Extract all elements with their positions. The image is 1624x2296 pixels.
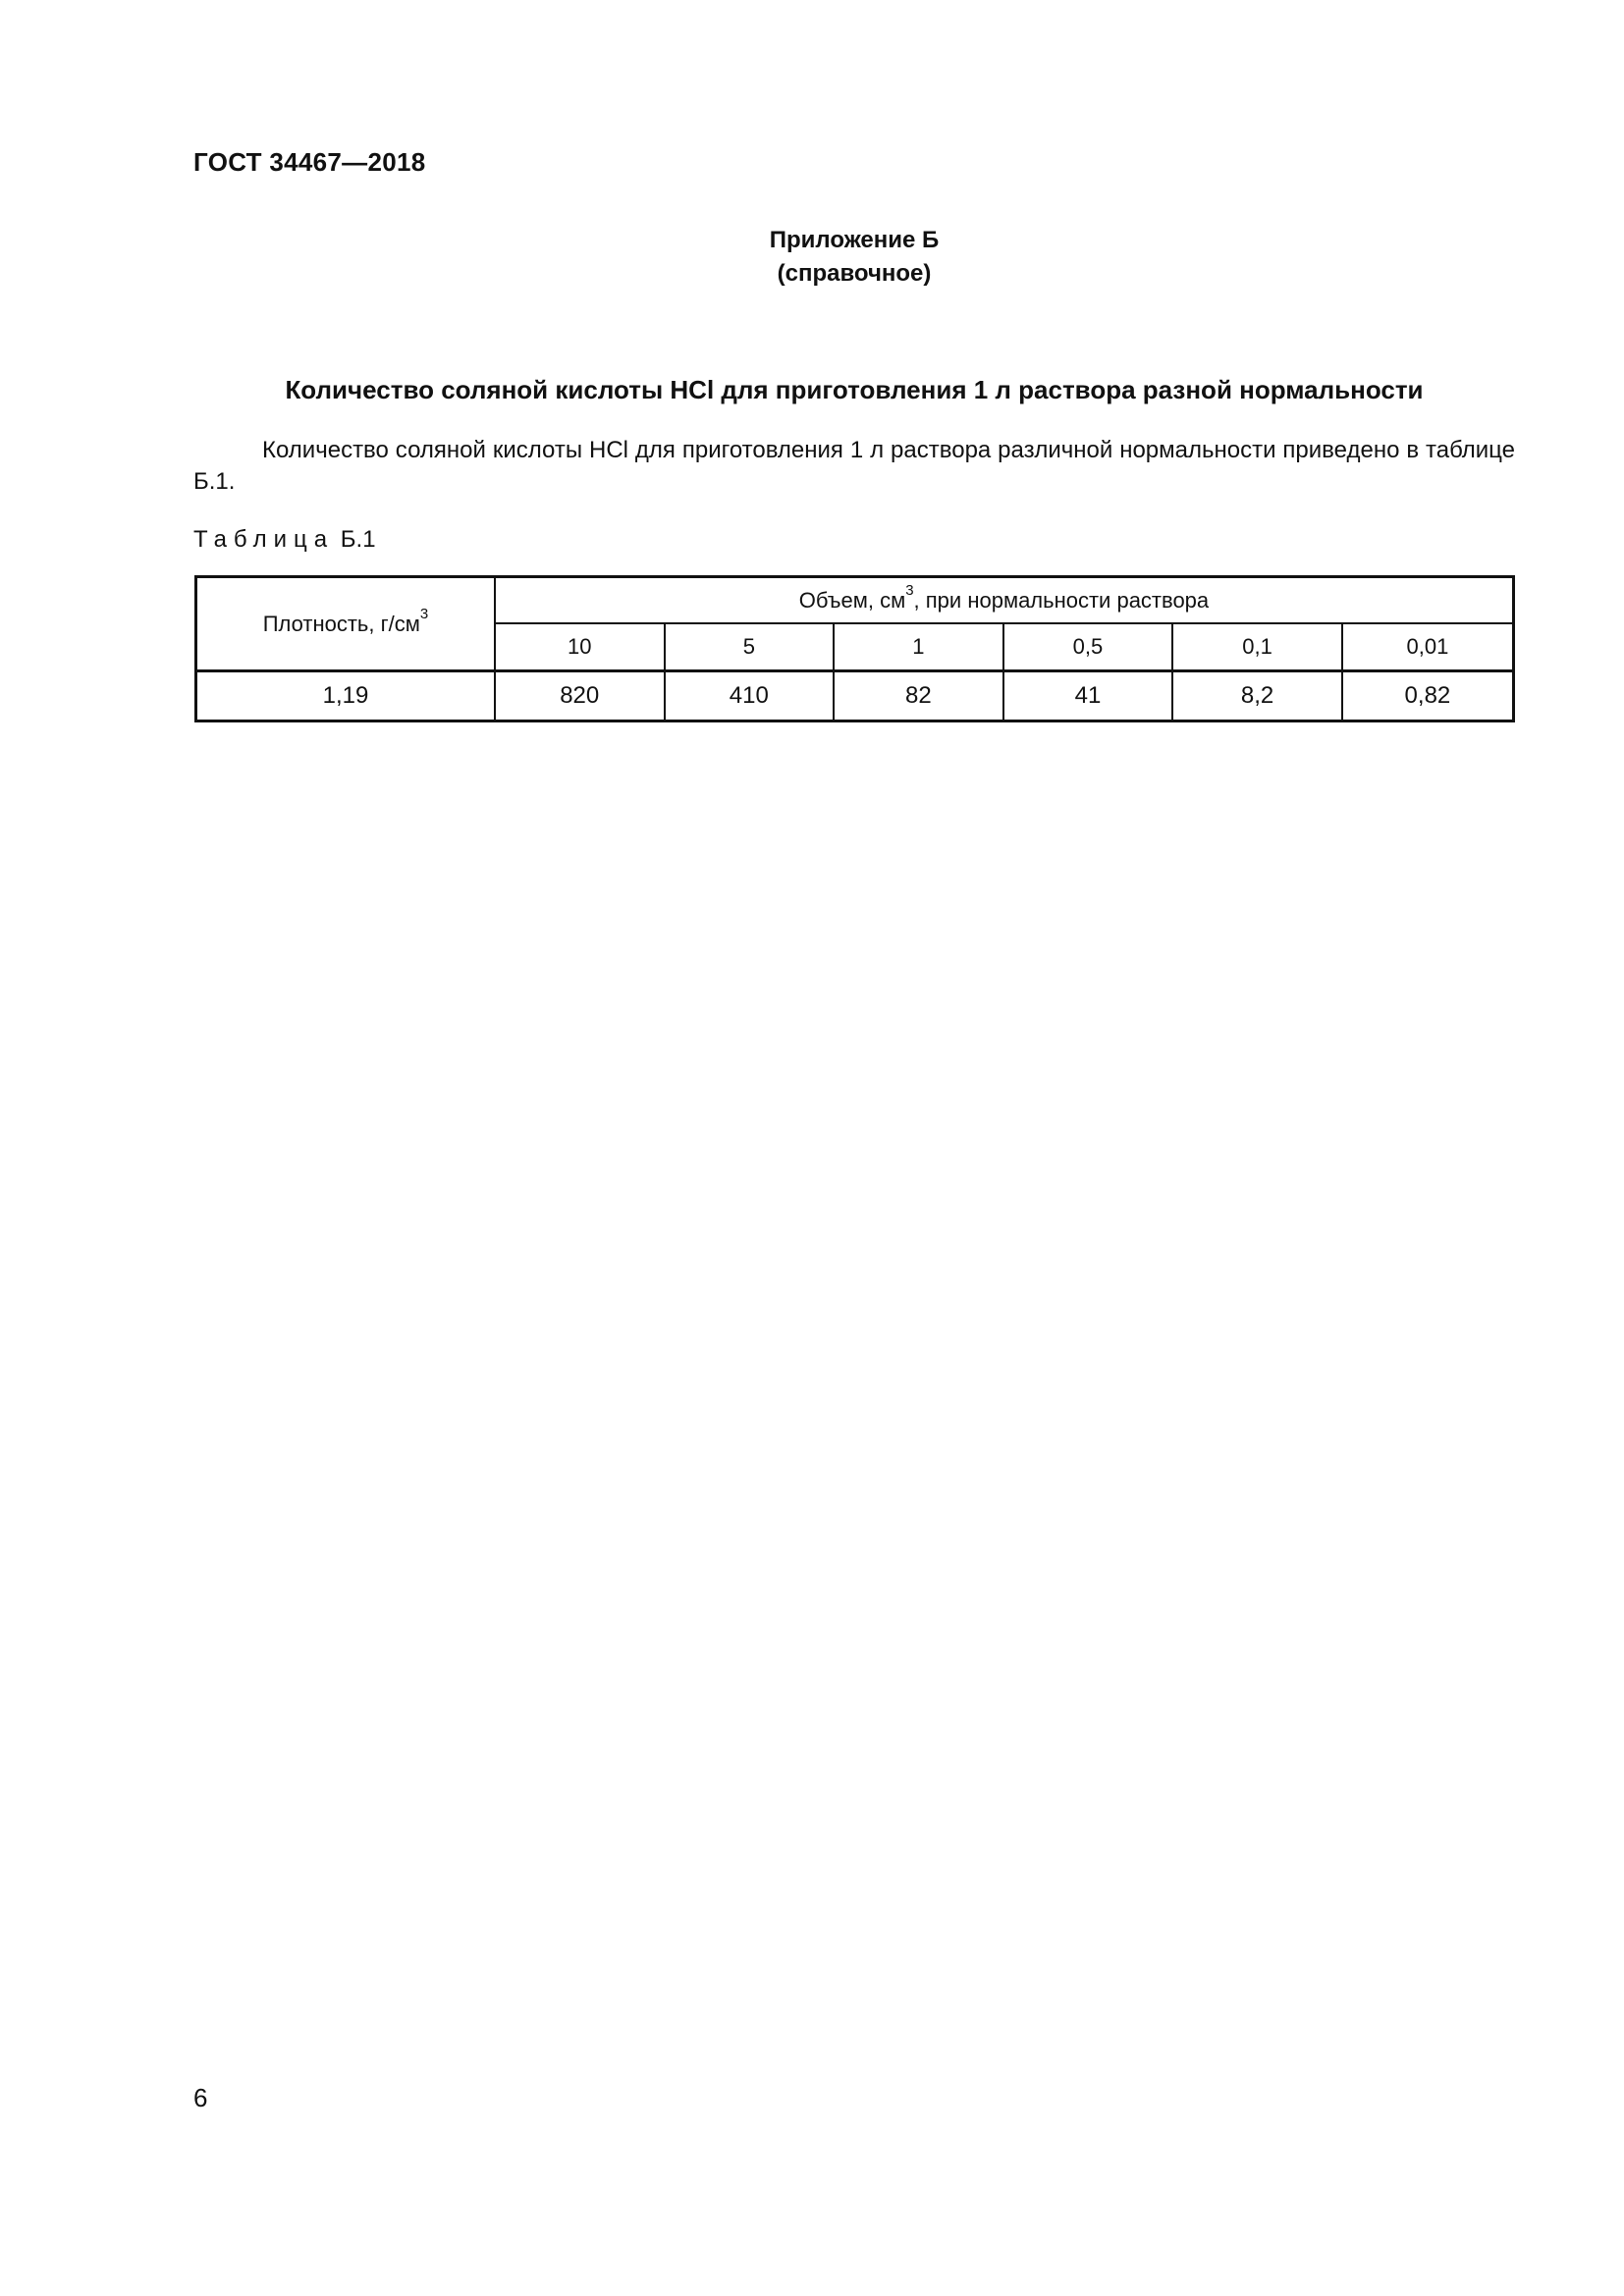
volume-header-cell	[495, 577, 1514, 624]
table-caption-number: Б.1	[340, 526, 376, 553]
table-caption-word: Таблица	[193, 526, 335, 553]
normality-header-cell: 0,5	[1003, 623, 1173, 671]
appendix-title: Приложение Б	[769, 227, 940, 253]
table-row	[196, 671, 1514, 721]
volume-cell: 41	[1003, 671, 1173, 721]
volume-header-sup: 3	[905, 581, 914, 599]
normality-header-cell: 5	[665, 623, 835, 671]
section-title: Количество соляной кислоты HCl для приготовления 1 л раствора разной нормальности	[285, 375, 1424, 404]
normality-header-cell: 0,1	[1172, 623, 1342, 671]
volume-cell: 410	[665, 671, 835, 721]
volume-header-prefix: Объем, см	[798, 587, 906, 613]
volume-cell: 8,2	[1172, 671, 1342, 721]
volume-cell: 82	[834, 671, 1003, 721]
hcl-table	[194, 575, 1515, 722]
normality-header-cell: 0,01	[1342, 623, 1514, 671]
page-number: 6	[193, 2083, 208, 2112]
appendix-heading	[0, 224, 1624, 291]
volume-cell: 0,82	[1342, 671, 1514, 721]
density-cell: 1,19	[196, 671, 495, 721]
document-id: ГОСТ 34467—2018	[193, 147, 426, 177]
normality-header-cell: 1	[834, 623, 1003, 671]
volume-cell: 820	[495, 671, 665, 721]
section-paragraph: Количество соляной кислоты HCl для приготовления 1 л раствора различной нормальности приведено в таблице Б.1.	[193, 437, 1515, 495]
table-caption	[193, 526, 376, 554]
appendix-type: (справочное)	[777, 260, 932, 287]
normality-header-cell: 10	[495, 623, 665, 671]
volume-header-suffix: , при нормальности раствора	[913, 587, 1210, 613]
table-header-row	[196, 577, 1514, 624]
density-header-label: Плотность, г/см	[262, 611, 420, 636]
density-header-sup: 3	[419, 605, 429, 622]
density-header-cell	[196, 577, 495, 671]
